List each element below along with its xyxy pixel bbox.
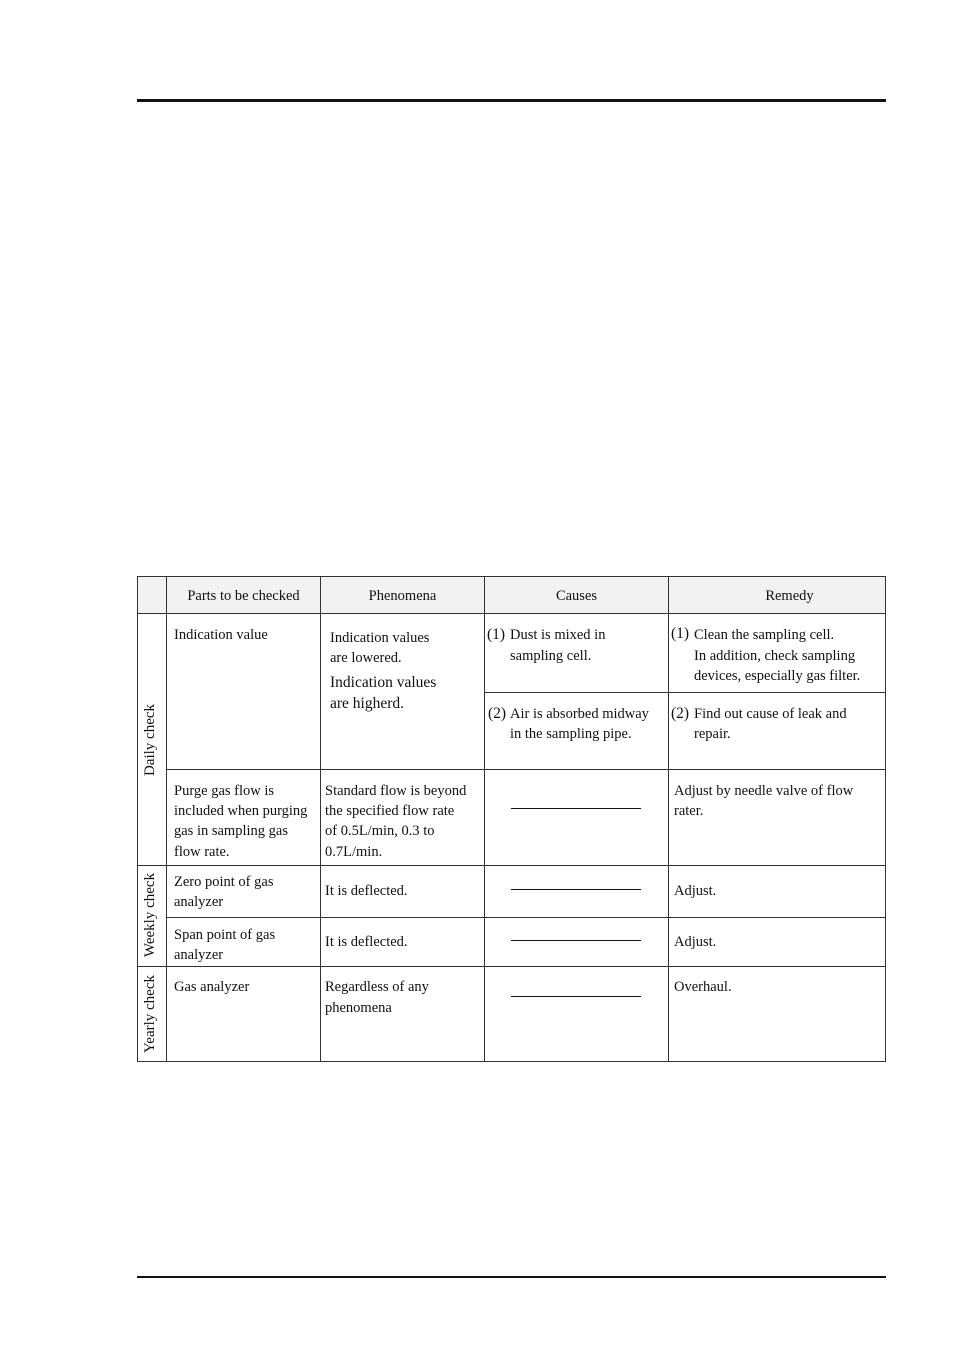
group-daily-check: Daily check <box>142 703 158 777</box>
remedy-2-line2: repair. <box>694 726 731 742</box>
header-divider <box>137 613 886 614</box>
cause-2-number: (2) <box>488 705 507 722</box>
part-span-line1: Span point of gas <box>174 927 276 943</box>
table-border-bottom <box>137 1061 886 1062</box>
phenomena-purge-line2: the specified flow rate <box>325 803 455 819</box>
cause-2-line2: in the sampling pipe. <box>510 726 632 742</box>
col-divider-1 <box>166 576 167 1062</box>
cause-1-line2: sampling cell. <box>510 648 592 664</box>
remedy-1-number: (1) <box>671 625 690 642</box>
remedy-1-line2: In addition, check sampling <box>694 648 856 664</box>
phenomena-yearly-line2: phenomena <box>325 1000 392 1016</box>
cause-span-dash <box>511 940 641 941</box>
row-divider-span <box>166 917 886 918</box>
header-phenomena: Phenomena <box>368 588 437 604</box>
col-divider-2 <box>320 576 321 1062</box>
header-parts: Parts to be checked <box>187 588 300 604</box>
cause-zero-dash <box>511 889 641 890</box>
row-divider-weekly <box>137 865 886 866</box>
remedy-zero: Adjust. <box>674 883 717 899</box>
cause-yearly-dash <box>511 996 641 997</box>
remedy-purge-line1: Adjust by needle valve of flow <box>674 783 854 799</box>
cause-purge-dash <box>511 808 641 809</box>
phenomena-lowered-line2: are lowered. <box>330 650 402 666</box>
part-zero-line1: Zero point of gas <box>174 874 274 890</box>
phenomena-yearly-line1: Regardless of any <box>325 979 429 995</box>
col-divider-4 <box>668 576 669 1062</box>
part-purge-line3: gas in sampling gas <box>174 823 288 839</box>
part-purge-line2: included when purging <box>174 803 308 819</box>
cause-1-number: (1) <box>487 626 506 643</box>
cause-1-line1: Dust is mixed in <box>510 627 606 643</box>
phenomena-higher-line1: Indication values <box>330 674 437 691</box>
group-yearly-check: Yearly check <box>142 974 158 1054</box>
row-divider-purge <box>166 769 886 770</box>
maintenance-check-table <box>137 576 886 1062</box>
remedy-1-line1: Clean the sampling cell. <box>694 627 835 643</box>
part-gas-analyzer: Gas analyzer <box>174 979 250 995</box>
phenomena-higher-line2: are higherd. <box>330 695 405 712</box>
header-rule <box>137 99 886 102</box>
col-divider-3 <box>484 576 485 1062</box>
part-span-line2: analyzer <box>174 947 224 963</box>
phenomena-purge-line3: of 0.5L/min, 0.3 to <box>325 823 435 839</box>
cause-2-line1: Air is absorbed midway <box>510 706 649 722</box>
part-indication-value: Indication value <box>174 627 268 643</box>
footer-rule <box>137 1276 886 1278</box>
phenomena-zero: It is deflected. <box>325 883 408 899</box>
table-border-right <box>885 576 886 1062</box>
remedy-1-line3: devices, especially gas filter. <box>694 668 861 684</box>
table-border-left <box>137 576 138 1062</box>
phenomena-lowered-line1: Indication values <box>330 630 430 646</box>
part-purge-line4: flow rate. <box>174 844 230 860</box>
part-zero-line2: analyzer <box>174 894 224 910</box>
cause-split-divider <box>484 692 886 693</box>
table-border-top <box>137 576 886 577</box>
remedy-2-line1: Find out cause of leak and <box>694 706 847 722</box>
remedy-purge-line2: rater. <box>674 803 704 819</box>
phenomena-purge-line4: 0.7L/min. <box>325 844 383 860</box>
remedy-yearly: Overhaul. <box>674 979 732 995</box>
header-causes: Causes <box>555 588 598 604</box>
header-remedy: Remedy <box>765 588 814 604</box>
row-divider-yearly <box>137 966 886 967</box>
remedy-span: Adjust. <box>674 934 717 950</box>
group-weekly-check: Weekly check <box>142 872 158 958</box>
remedy-2-number: (2) <box>671 705 690 722</box>
phenomena-purge-line1: Standard flow is beyond <box>325 783 467 799</box>
phenomena-span: It is deflected. <box>325 934 408 950</box>
part-purge-line1: Purge gas flow is <box>174 783 275 799</box>
